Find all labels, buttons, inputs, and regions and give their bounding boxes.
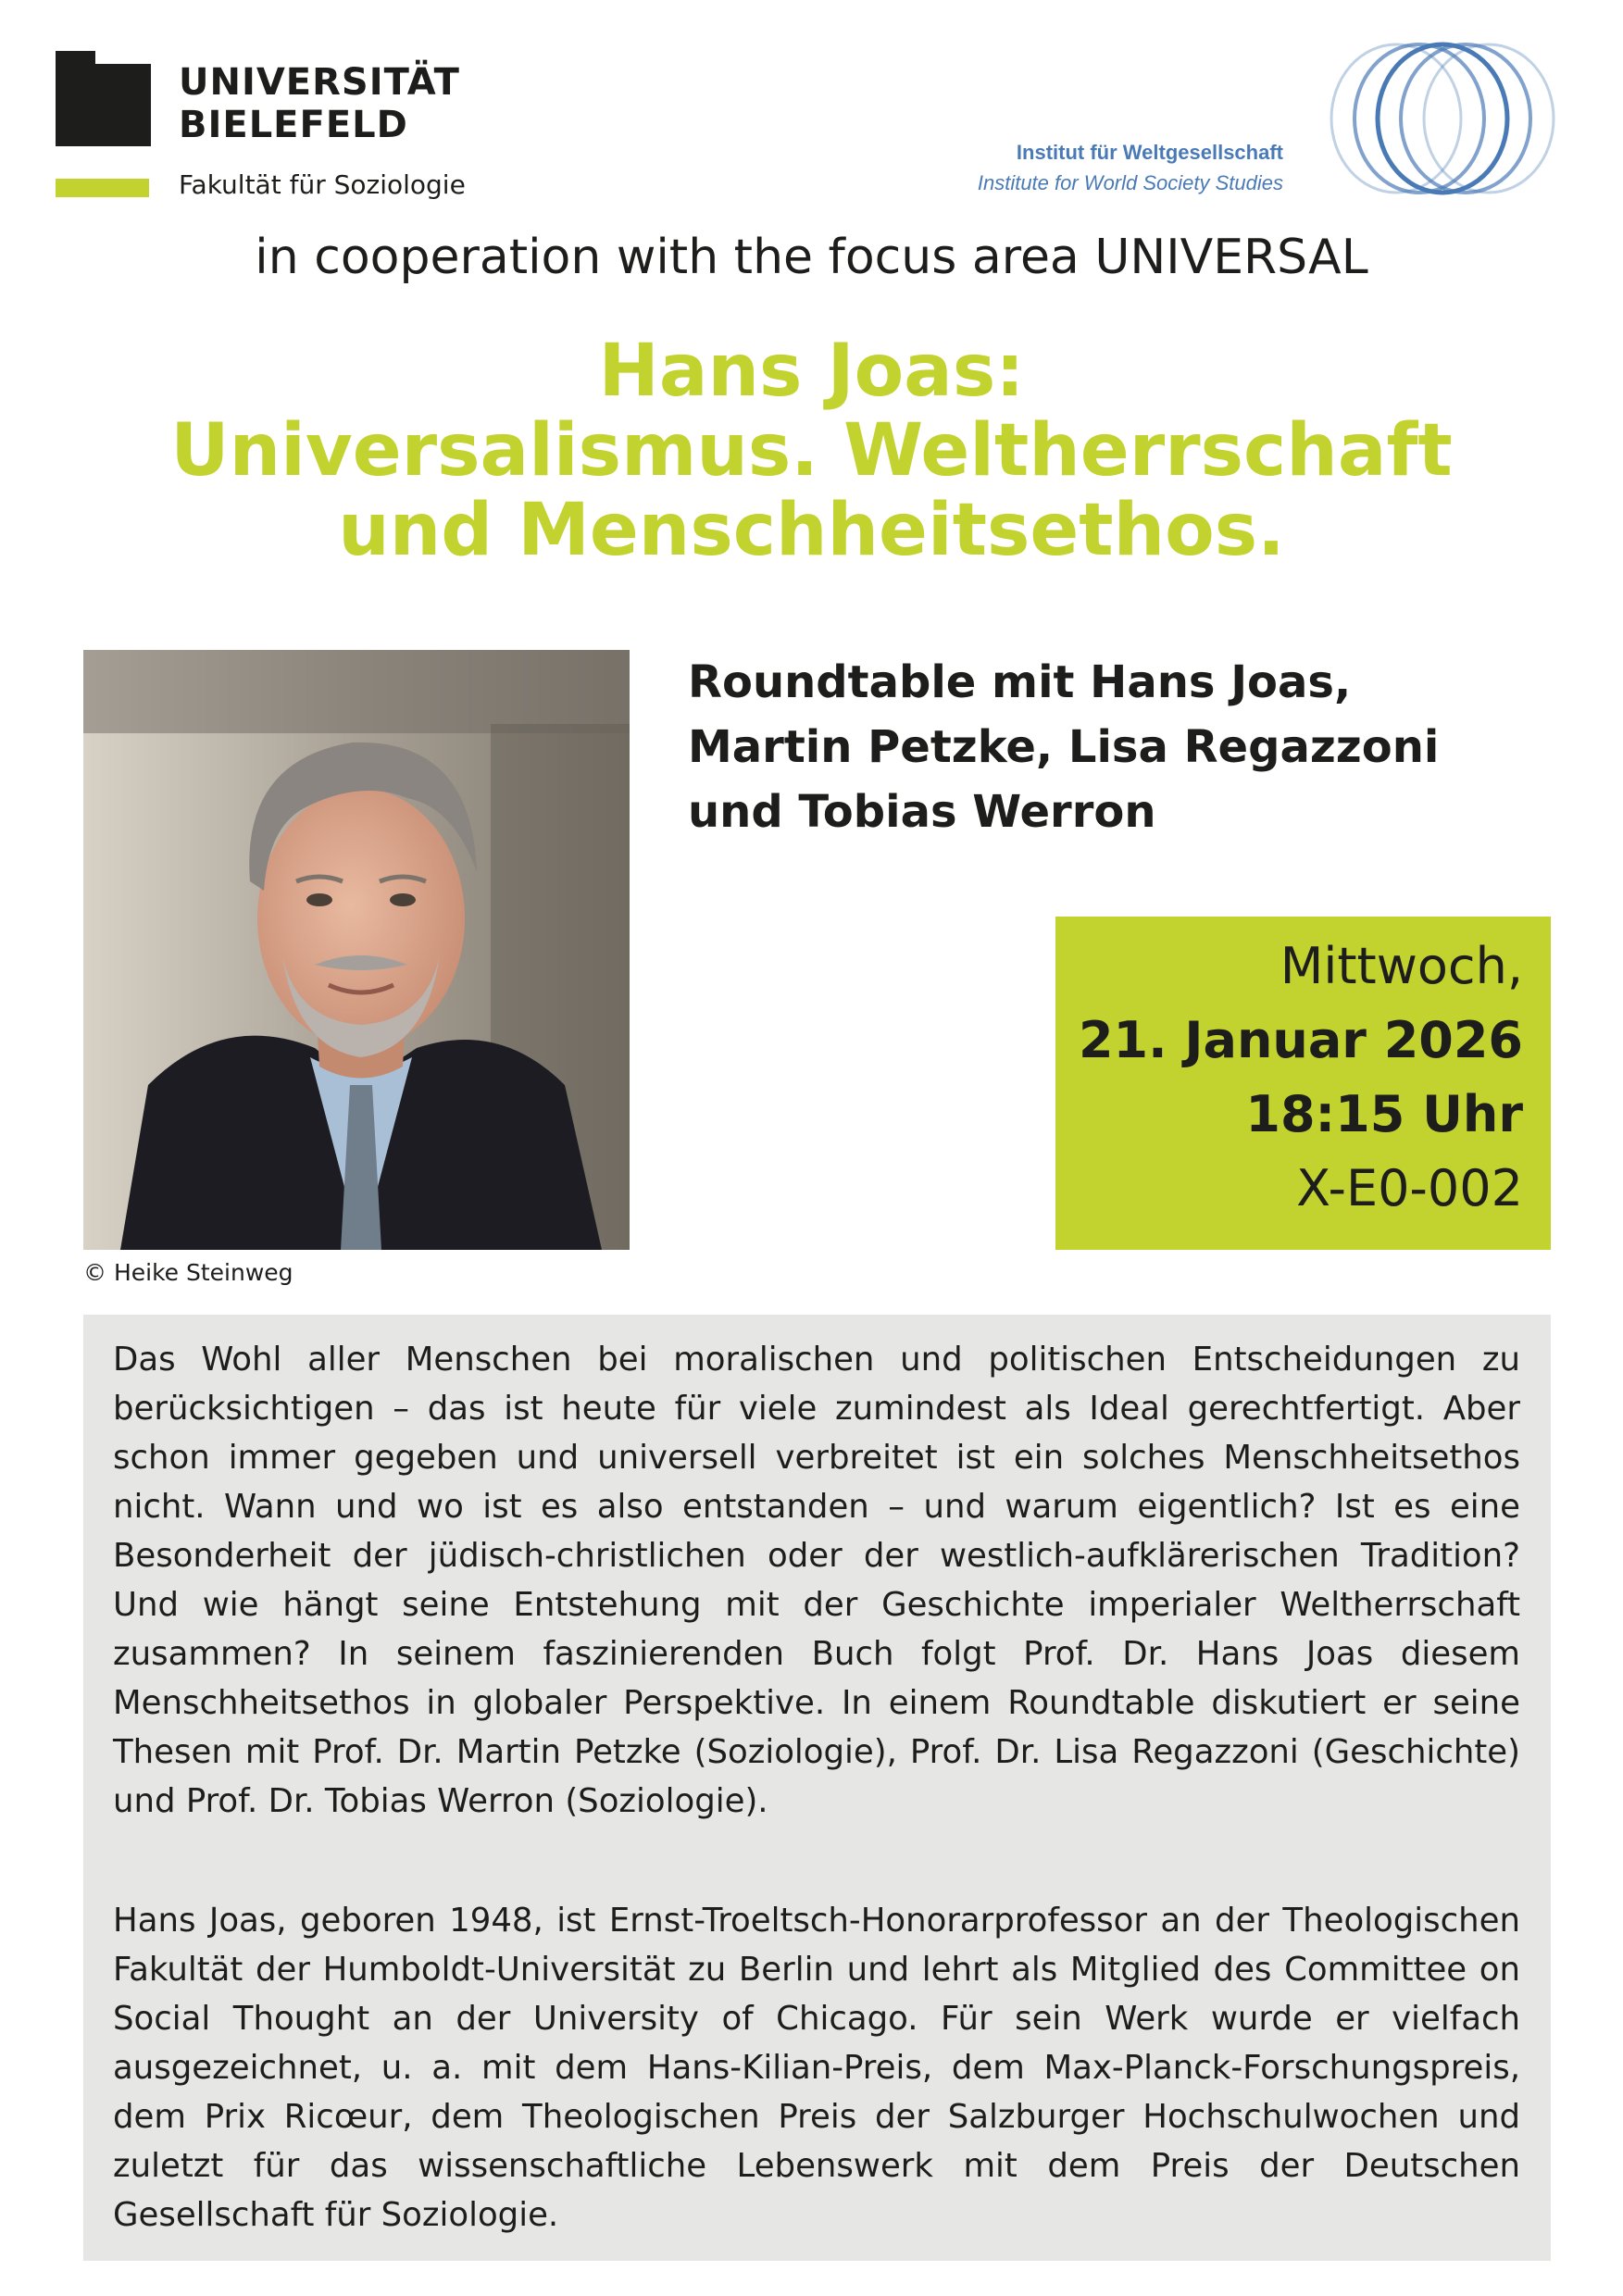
university-name-line2: BIELEFELD [179, 104, 408, 146]
roundtable-line1: Roundtable mit Hans Joas, [688, 656, 1352, 708]
faculty-accent-bar [56, 179, 149, 197]
event-time: 18:15 Uhr [1245, 1085, 1523, 1143]
speaker-portrait [83, 650, 630, 1250]
university-logo-mark [56, 51, 151, 146]
institute-name-english: Institute for World Society Studies [977, 171, 1283, 194]
roundtable-line2: Martin Petzke, Lisa Regazzoni [688, 721, 1440, 773]
event-title [0, 331, 1623, 570]
cooperation-line: in cooperation with the focus area UNIVERSAL [255, 230, 1368, 285]
event-date: 21. Januar 2026 [1078, 1011, 1523, 1069]
event-title-line1: Hans Joas: [598, 330, 1025, 413]
university-name [179, 61, 460, 146]
event-title-line2: Universalismus. Weltherrschaft [170, 409, 1453, 493]
photo-credit: © Heike Steinweg [83, 1259, 293, 1286]
event-date-box [1055, 917, 1551, 1250]
description-paragraph-2: Hans Joas, geboren 1948, ist Ernst-Troeltsch-Honorarprofessor an der Theologischen Fakultät der Humboldt-Universität zu Berlin und lehrt als Mitglied des Committee on Social Thought an der University of Chicago. Für sein Werk wurde er vielfach ausgezeichnet, u. a. mit dem Hans-Kilian-Preis, dem Max-Planck-Forschungspreis, dem Prix Ricœur, dem Theologischen Preis der Salzburger Hochschulwochen und zuletzt für das wissenschaftliche Lebenswerk mit dem Preis der Deutschen Gesellschaft für Soziologie. [113, 1902, 1520, 2234]
event-description [83, 1315, 1551, 2261]
faculty-name: Fakultät für Soziologie [179, 169, 466, 200]
roundtable-line3: und Tobias Werron [688, 786, 1156, 838]
university-name-line1: UNIVERSITÄT [179, 61, 460, 104]
institute-name-german: Institut für Weltgesellschaft [1016, 141, 1283, 164]
roundtable-participants [688, 650, 1439, 844]
event-room: X-E0-002 [1296, 1159, 1523, 1217]
event-title-line3: und Menschheitsethos. [338, 489, 1285, 572]
university-logo-notch [95, 51, 151, 64]
event-weekday: Mittwoch, [1280, 937, 1523, 995]
description-paragraph-1: Das Wohl aller Menschen bei moralischen und politischen Entscheidungen zu berücksichtigen – das ist heute für viele zumindest als Ideal gerechtfertigt. Aber schon immer gegeben und universell verbreitet ist ein solches Menschheitsethos nicht. Wann und wo ist es also entstanden – und warum eigentlich? Ist es eine Besonderheit der jüdisch-christlichen oder der westlich-aufklärerischen Tradition? Und wie hängt seine Entstehung mit der Geschichte imperialer Weltherrschaft zusammen? In seinem faszinierenden Buch folgt Prof. Dr. Hans Joas diesem Menschheitsethos in globaler Perspektive. In einem Roundtable diskutiert er seine Thesen mit Prof. Dr. Martin Petzke (Soziologie), Prof. Dr. Lisa Regazzoni (Geschichte) und Prof. Dr. Tobias Werron (Soziologie). [113, 1341, 1520, 1820]
institute-rings-logo [1304, 26, 1572, 211]
